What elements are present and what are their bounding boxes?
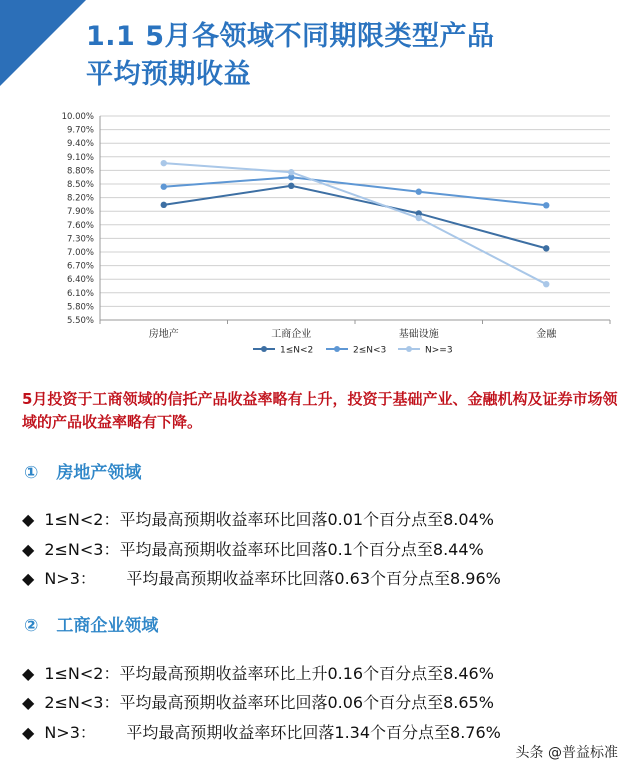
diamond-bullet-icon: ◆ [22,693,35,712]
x-tick-label: 基础设施 [398,329,439,340]
x-tick-label: 金融 [536,329,557,340]
legend-marker [334,346,340,352]
item-text: 平均最高预期收益率环比回落0.01个百分点至8.04% [119,510,494,529]
corner-decoration [0,0,86,86]
list-item [22,507,494,530]
list-item [22,720,501,743]
item-text: 平均最高预期收益率环比回落0.63个百分点至8.96% [126,569,501,588]
data-point [543,245,549,251]
section-heading-industrial [24,611,158,636]
summary-note: 5月投资于工商领域的信托产品收益率略有上升，投资于基础产业、金融机构及证券市场领域的产品收益率略有下降。 [22,390,618,431]
y-tick-label: 8.50% [66,180,94,190]
legend-label: 1≤N<2 [280,345,314,356]
list-item [22,690,494,713]
diamond-bullet-icon: ◆ [22,664,35,683]
y-tick-label: 5.50% [66,316,94,326]
diamond-bullet-icon: ◆ [22,510,35,529]
legend-label: N>=3 [425,345,453,356]
item-label: N>3： [44,569,127,588]
data-point [288,183,294,189]
item-text: 平均最高预期收益率环比上升0.16个百分点至8.46% [119,664,494,683]
item-text: 平均最高预期收益率环比回落0.1个百分点至8.44% [119,540,484,559]
section-number: ① [24,463,39,483]
section-heading-real-estate [24,458,141,483]
data-point [161,184,167,190]
diamond-bullet-icon: ◆ [22,540,35,559]
item-label: 2≤N<3： [44,693,120,712]
x-tick-label: 工商企业 [271,329,312,340]
section-title: 工商企业领域 [56,616,159,636]
y-tick-label: 7.30% [66,234,94,245]
diamond-bullet-icon: ◆ [22,569,35,588]
list-item [22,661,494,684]
item-label: 2≤N<3： [44,540,120,559]
legend-marker [406,346,412,352]
list-item [22,566,501,589]
watermark: 头条 @普益标准 [515,745,618,761]
line-chart [40,108,620,363]
legend-marker [261,346,267,352]
y-tick-label: 9.10% [66,152,94,163]
data-point [543,202,549,208]
x-tick-label: 房地产 [148,329,179,340]
item-text: 平均最高预期收益率环比回落0.06个百分点至8.65% [119,693,494,712]
item-label: 1≤N<2： [44,510,120,529]
page-title [86,18,495,94]
item-text: 平均最高预期收益率环比回落1.34个百分点至8.76% [126,723,501,742]
data-point [288,169,294,175]
y-tick-label: 6.40% [66,275,94,286]
y-tick-label: 6.10% [66,288,94,299]
section-number: ② [24,616,39,636]
data-point [161,160,167,166]
y-tick-label: 8.20% [66,193,94,204]
diamond-bullet-icon: ◆ [22,723,35,742]
y-tick-label: 5.80% [66,302,94,313]
y-tick-label: 7.90% [66,207,94,218]
y-tick-label: 8.80% [66,166,94,177]
y-tick-label: 7.60% [66,220,94,231]
y-tick-label: 9.70% [66,125,94,136]
data-point [543,281,549,287]
legend-label: 2≤N<3 [353,345,387,356]
section-title: 房地产领域 [56,463,142,483]
data-point [416,189,422,195]
item-label: 1≤N<2： [44,664,120,683]
data-point [416,215,422,221]
list-item [22,537,484,560]
page-title-line-2: 平均预期收益 [86,59,251,90]
data-point [161,202,167,208]
series-line [164,177,547,205]
y-tick-label: 9.40% [66,139,94,150]
y-tick-label: 7.00% [66,248,94,258]
item-label: N>3： [44,723,127,742]
y-tick-label: 6.70% [66,261,94,272]
y-tick-label: 10.00% [61,112,94,122]
page-title-line-1: 1.1 5月各领域不同期限类型产品 [86,21,495,52]
